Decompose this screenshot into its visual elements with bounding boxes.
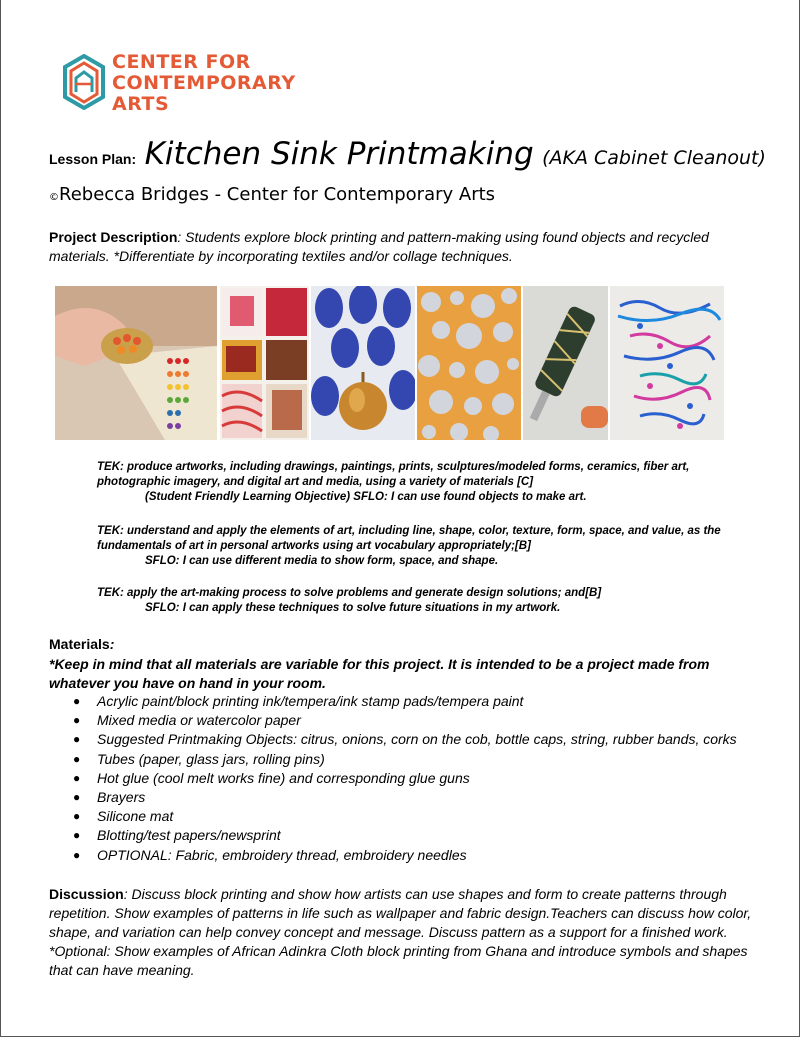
title-subtitle: (AKA Cabinet Cleanout) — [542, 147, 766, 169]
discussion — [49, 885, 764, 980]
corn-print-image — [55, 286, 217, 440]
brayer-image — [523, 286, 608, 440]
logo-line: ARTS — [112, 93, 170, 115]
list-item: ● OPTIONAL: Fabric, embroidery thread, embroidery needles — [73, 846, 467, 863]
list-item: ● Mixed media or watercolor paper — [73, 712, 301, 729]
house-hexagon-icon — [62, 54, 106, 110]
logo-line: CENTER FOR — [112, 51, 251, 73]
list-item-text: OPTIONAL: Fabric, embroidery thread, embroidery needles — [97, 846, 467, 863]
logo-line: CONTEMPORARY — [112, 72, 296, 94]
list-item-text: Blotting/test papers/newsprint — [97, 827, 281, 844]
logo-text — [112, 52, 296, 115]
copyright-symbol: © — [49, 192, 59, 203]
list-item: ● Hot glue (cool melt works fine) and corresponding glue guns — [73, 769, 470, 786]
sflo-text: (Student Friendly Learning Objective) SFLO: I can use found objects to make art. — [145, 491, 587, 503]
tek-block-1 — [97, 460, 747, 505]
list-item-text: Brayers — [97, 789, 146, 806]
onion-print-image — [311, 286, 415, 440]
list-item-text: Acrylic paint/block printing ink/tempera/ink stamp pads/tempera paint — [97, 693, 524, 709]
list-item-text: Mixed media or watercolor paper — [97, 712, 301, 729]
list-item: ● Silicone mat — [73, 808, 174, 825]
bubble-print-image — [417, 286, 521, 440]
materials-note: *Keep in mind that all materials are variable for this project. It is intended to be a project made from whatever you have on hand in your room. — [49, 656, 710, 691]
title-main: Kitchen Sink Printmaking — [144, 136, 534, 172]
list-item-text: Suggested Printmaking Objects: citrus, onions, corn on the cob, bottle caps, string, rubber bands, corks — [97, 731, 737, 748]
collage-grid-image — [220, 286, 309, 440]
tek-text: TEK: produce artworks, including drawings, paintings, prints, sculptures/modeled forms, ceramics, fiber art, photographic imagery, and digital art and media, using a variety of materials [C] — [97, 461, 690, 488]
list-item-text: Hot glue (cool melt works fine) and corresponding glue guns — [97, 769, 470, 786]
copyright-text: Rebecca Bridges - Center for Contemporary Arts — [59, 184, 496, 205]
materials-heading-label: Materials — [49, 636, 110, 652]
materials-heading-suffix: : — [109, 636, 115, 652]
copyright — [49, 184, 495, 205]
sflo-text: SFLO: I can apply these techniques to solve future situations in my artwork. — [145, 602, 561, 614]
discussion-text: : Discuss block printing and show how artists can use shapes and form to create patterns through repetition. Show examples of patterns in life such as wallpaper and fabric design.Teachers can discuss how color, shape, and variation can help convey concept and message. Discuss pattern as a support for a finished work. *Optional: Show examples of African Adinkra Cloth block printing from Ghana and introduce symbols and shapes that can have meaning. — [49, 886, 752, 978]
tek-block-2 — [97, 524, 747, 569]
list-item: ● Tubes (paper, glass jars, rolling pins) — [73, 750, 325, 767]
materials-list — [49, 692, 769, 865]
color-print-image — [610, 286, 724, 440]
tek-block-3 — [97, 586, 747, 616]
list-item: ● Brayers — [73, 789, 146, 806]
tek-text: TEK: apply the art-making process to solve problems and generate design solutions; and[B] — [97, 587, 602, 599]
project-description-label: Project Description — [49, 229, 178, 245]
list-item: ● Suggested Printmaking Objects: citrus, onions, corn on the cob, bottle caps, string, rubber bands, corks — [73, 731, 737, 748]
tek-text: TEK: understand and apply the elements of art, including line, shape, color, texture, form, space, and value, as the fundamentals of art in personal artworks using art vocabulary appropriately;[B] — [97, 525, 721, 552]
project-description-text: : Students explore block printing and pattern-making using found objects and recycled materials. *Differentiate by incorporating textiles and/or collage techniques. — [49, 229, 709, 264]
list-item: ● Acrylic paint/block printing ink/tempera/ink stamp pads/tempera paint — [73, 693, 524, 709]
page-title — [49, 136, 766, 172]
discussion-label: Discussion — [49, 886, 124, 902]
sflo-text: SFLO: I can use different media to show form, space, and shape. — [145, 555, 499, 567]
list-item-text: Silicone mat — [97, 808, 174, 825]
project-description — [49, 228, 759, 266]
materials-heading — [49, 636, 114, 652]
list-item: ● Blotting/test papers/newsprint — [73, 827, 281, 844]
title-prefix: Lesson Plan: — [49, 151, 137, 167]
list-item-text: Tubes (paper, glass jars, rolling pins) — [97, 750, 325, 767]
logo — [62, 51, 296, 116]
